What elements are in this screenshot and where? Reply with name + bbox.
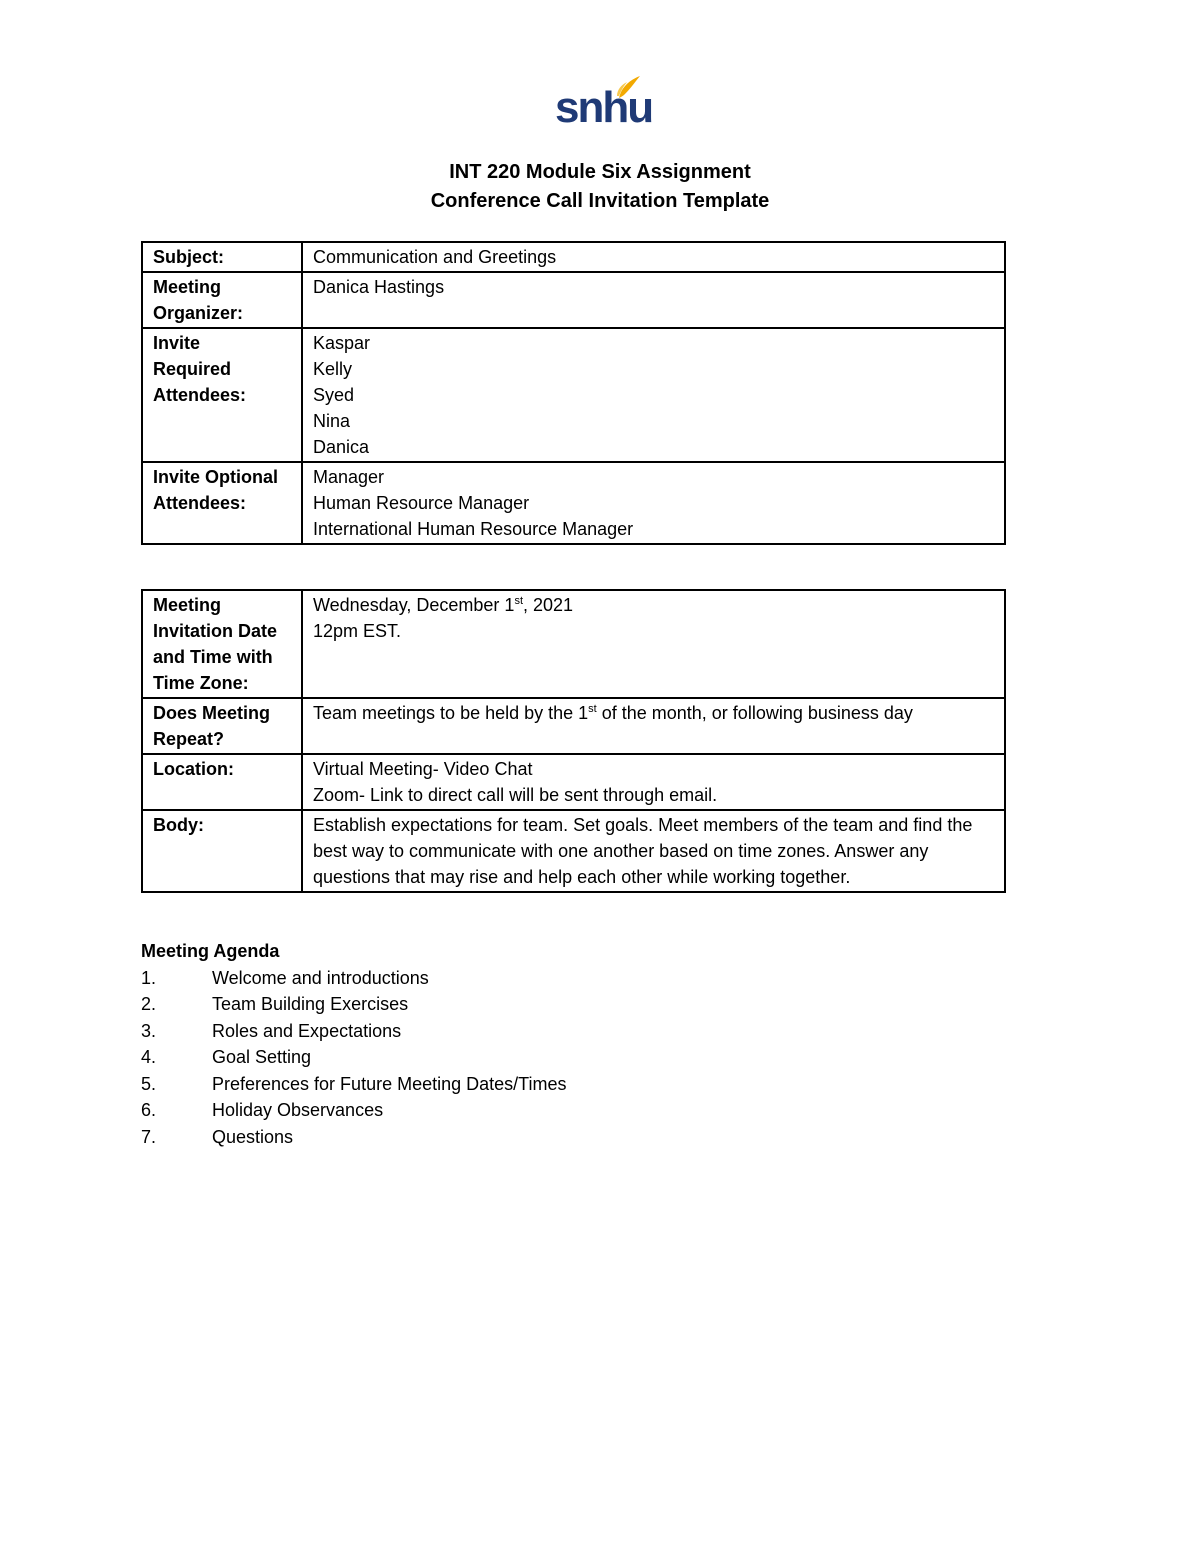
- datetime-value: [302, 590, 1005, 698]
- invitation-attendees-table: [141, 241, 1006, 545]
- subject-value: Communication and Greetings: [302, 242, 1005, 272]
- title-line-2: Conference Call Invitation Template: [430, 190, 770, 212]
- list-item: Kaspar: [313, 333, 371, 353]
- table-row: [142, 754, 1005, 810]
- list-item: Danica: [313, 437, 370, 457]
- meeting-agenda: [141, 938, 566, 1150]
- list-item: 1. Welcome and introductions: [141, 967, 429, 988]
- list-item: 4. Goal Setting: [141, 1047, 312, 1067]
- title-line-1: INT 220 Module Six Assignment: [449, 161, 751, 183]
- meeting-time: 12pm EST.: [313, 621, 402, 641]
- location-label: Location:: [142, 754, 302, 810]
- list-item: 6. Holiday Observances: [141, 1100, 384, 1120]
- datetime-label: Meeting Invitation Date and Time with Time Zone:: [142, 590, 302, 698]
- organizer-label: Meeting Organizer:: [142, 272, 302, 328]
- subject-label: Subject:: [142, 242, 302, 272]
- list-item: 7. Questions: [141, 1126, 294, 1147]
- logo-wordmark: snhu: [555, 83, 653, 132]
- required-attendees-value: [302, 328, 1005, 462]
- table-row: [142, 328, 1005, 462]
- repeat-label: Does Meeting Repeat?: [142, 698, 302, 754]
- table-row: [142, 590, 1005, 698]
- list-item: Kelly: [313, 359, 353, 379]
- list-item: Nina: [313, 411, 351, 431]
- body-label: Body:: [142, 810, 302, 892]
- list-item: Human Resource Manager: [313, 493, 530, 513]
- agenda-list: [141, 965, 566, 1151]
- organizer-value: Danica Hastings: [302, 272, 1005, 328]
- repeat-value: Team meetings to be held by the 1st of the month, or following business day: [302, 698, 1005, 754]
- body-value: Establish expectations for team. Set goals. Meet members of the team and find the best way to communicate with one another based on time zones. Answer any questions that may rise and help each other while working together.: [302, 810, 1005, 892]
- table-row: [142, 462, 1005, 544]
- meeting-date: Wednesday, December 1st, 2021: [313, 595, 574, 615]
- table-row: [142, 810, 1005, 892]
- table-row: [142, 242, 1005, 272]
- list-item: International Human Resource Manager: [313, 519, 634, 539]
- list-item: Manager: [313, 467, 385, 487]
- document-title: [0, 158, 1200, 216]
- required-attendees-label: Invite Required Attendees:: [142, 328, 302, 462]
- optional-attendees-label: Invite Optional Attendees:: [142, 462, 302, 544]
- list-item: 5. Preferences for Future Meeting Dates/Times: [141, 1073, 567, 1094]
- table-row: [142, 272, 1005, 328]
- optional-attendees-value: [302, 462, 1005, 544]
- list-item: Syed: [313, 385, 355, 405]
- agenda-heading: Meeting Agenda: [141, 941, 280, 961]
- table-row: [142, 698, 1005, 754]
- list-item: 2. Team Building Exercises: [141, 994, 409, 1014]
- list-item: 3. Roles and Expectations: [141, 1020, 402, 1041]
- meeting-details-table: [141, 589, 1006, 893]
- snhu-logo: [555, 74, 653, 134]
- location-value: Virtual Meeting- Video Chat Zoom- Link to direct call will be sent through email.: [302, 754, 1005, 810]
